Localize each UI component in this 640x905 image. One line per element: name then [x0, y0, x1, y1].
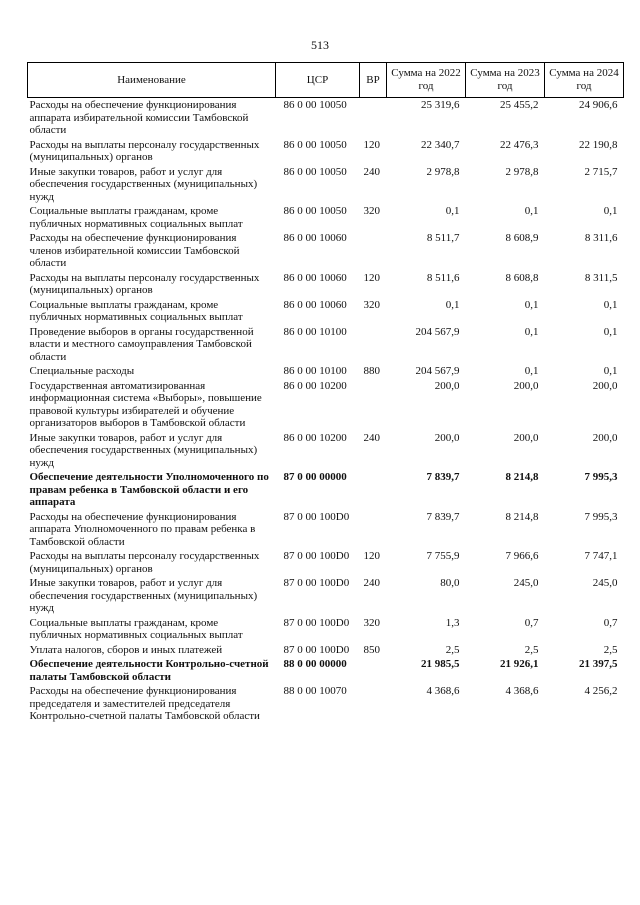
row-name: Иные закупки товаров, работ и услуг для обеспечения государственных (муниципальных) нужд: [29, 165, 258, 203]
table-body: [28, 98, 624, 724]
table-row: [28, 138, 624, 165]
row-amount-2024: 8 311,6: [584, 232, 618, 244]
page-number: 513: [311, 38, 329, 52]
row-amount-2022: 21 985,5: [421, 658, 460, 670]
table-row: [28, 325, 624, 365]
row-vr: 240: [363, 431, 380, 444]
row-amount-2023: 25 455,2: [500, 99, 539, 111]
row-vr: 850: [363, 643, 380, 656]
row-csr: 87 0 00 100D0: [283, 643, 350, 656]
row-amount-2023: 8 214,8: [505, 471, 539, 483]
row-amount-2024: 8 311,5: [584, 271, 618, 284]
row-amount-2022: 200,0: [434, 431, 460, 444]
row-amount-2024: 24 906,6: [579, 99, 618, 111]
row-csr: 86 0 00 10060: [283, 271, 347, 284]
table-row: [28, 165, 624, 205]
table-row: [28, 616, 624, 643]
row-vr: 120: [363, 138, 380, 151]
row-name: Специальные расходы: [29, 365, 135, 377]
row-amount-2024: 7 995,3: [584, 471, 618, 483]
budget-table: [27, 62, 624, 724]
row-name: Иные закупки товаров, работ и услуг для обеспечения государственных (муниципальных) нужд: [29, 431, 258, 469]
row-vr: 320: [363, 298, 380, 311]
table-header: [28, 63, 624, 98]
row-amount-2024: 0,1: [603, 365, 618, 377]
row-name: Расходы на обеспечение функционирования аппарата избирательной комиссии Тамбовской области: [29, 99, 249, 136]
row-name: Уплата налогов, сборов и иных платежей: [29, 643, 223, 656]
table-row: [28, 271, 624, 298]
row-amount-2023: 0,1: [524, 205, 539, 217]
row-csr: 86 0 00 10200: [283, 379, 347, 392]
row-vr: 320: [363, 616, 380, 629]
row-vr: [360, 684, 387, 724]
table-row: [28, 431, 624, 471]
row-amount-2023: 22 476,3: [500, 138, 539, 151]
row-vr: [360, 657, 387, 684]
row-amount-2024: 7 995,3: [584, 510, 618, 523]
row-amount-2024: 0,1: [603, 298, 618, 311]
row-amount-2023: 200,0: [513, 431, 539, 444]
row-vr: [360, 510, 387, 550]
row-csr: 87 0 00 100D0: [283, 550, 350, 562]
row-vr: [360, 98, 387, 138]
row-amount-2023: 200,0: [513, 379, 539, 392]
row-csr: 87 0 00 00000: [283, 471, 347, 483]
row-amount-2023: 0,1: [524, 325, 539, 338]
row-amount-2022: 2,5: [445, 643, 460, 656]
row-amount-2023: 2 978,8: [505, 165, 539, 178]
row-name: Социальные выплаты гражданам, кроме публичных нормативных социальных выплат: [29, 616, 243, 641]
row-name: Государственная автоматизированная информационная система «Выборы», повышение правовой культуры избирателей и обучение организаторов выборов в Тамбовской области: [29, 379, 262, 429]
row-amount-2023: 8 608,8: [505, 271, 539, 284]
row-csr: 88 0 00 10070: [283, 685, 347, 697]
row-amount-2023: 0,7: [524, 616, 539, 629]
row-amount-2022: 2 978,8: [426, 165, 460, 178]
row-csr: 86 0 00 10060: [283, 232, 347, 244]
row-amount-2022: 8 511,6: [426, 271, 460, 284]
table-row: [28, 298, 624, 325]
row-amount-2024: 7 747,1: [584, 550, 618, 562]
row-amount-2024: 4 256,2: [584, 685, 618, 697]
row-name: Иные закупки товаров, работ и услуг для обеспечения государственных (муниципальных) нужд: [29, 577, 258, 614]
table-row: [28, 204, 624, 231]
row-vr: [360, 470, 387, 510]
table-row: [28, 231, 624, 271]
row-amount-2024: 2 715,7: [584, 165, 618, 178]
header-2022: Сумма на 2022 год: [387, 63, 466, 98]
row-amount-2022: 8 511,7: [426, 232, 460, 244]
row-csr: 87 0 00 100D0: [283, 616, 350, 629]
row-amount-2022: 7 839,7: [426, 471, 460, 483]
header-2023: Сумма на 2023 год: [466, 63, 545, 98]
row-amount-2023: 21 926,1: [500, 658, 539, 670]
row-vr: 120: [363, 271, 380, 284]
row-csr: 86 0 00 10050: [283, 99, 347, 111]
table-row: [28, 364, 624, 379]
row-amount-2023: 245,0: [513, 577, 539, 589]
row-name: Расходы на выплаты персоналу государственных (муниципальных) органов: [29, 550, 260, 575]
row-amount-2024: 2,5: [603, 643, 618, 656]
row-vr: 880: [363, 365, 380, 377]
row-csr: 86 0 00 10050: [283, 138, 347, 151]
table-row: [28, 643, 624, 658]
row-amount-2022: 1,3: [445, 616, 460, 629]
row-amount-2022: 80,0: [440, 577, 460, 589]
row-csr: 86 0 00 10100: [283, 325, 347, 338]
table-row: [28, 684, 624, 724]
row-name: Обеспечение деятельности Контрольно-счетной палаты Тамбовской области: [29, 658, 269, 683]
row-name: Расходы на обеспечение функционирования председателя и заместителей председателя Контрольно-счетной палаты Тамбовской области: [29, 685, 260, 722]
row-vr: 240: [363, 165, 380, 178]
row-vr: [360, 231, 387, 271]
row-amount-2022: 204 567,9: [415, 325, 460, 338]
table-row: [28, 576, 624, 616]
row-amount-2022: 25 319,6: [421, 99, 460, 111]
row-vr: [360, 325, 387, 365]
row-csr: 86 0 00 10060: [283, 298, 347, 311]
header-2024: Сумма на 2024 год: [545, 63, 624, 98]
row-amount-2022: 204 567,9: [415, 365, 460, 377]
row-amount-2023: 0,1: [524, 365, 539, 377]
row-amount-2022: 7 839,7: [426, 510, 460, 523]
row-csr: 88 0 00 00000: [283, 658, 347, 670]
row-amount-2024: 22 190,8: [579, 138, 618, 151]
row-vr: 120: [363, 550, 380, 562]
row-name: Социальные выплаты гражданам, кроме публичных нормативных социальных выплат: [29, 205, 243, 230]
row-amount-2023: 4 368,6: [505, 685, 539, 697]
row-amount-2024: 0,7: [603, 616, 618, 629]
row-vr: 240: [363, 577, 380, 589]
row-amount-2022: 22 340,7: [421, 138, 460, 151]
row-amount-2024: 200,0: [592, 379, 618, 392]
row-name: Расходы на обеспечение функционирования членов избирательной комиссии Тамбовской области: [29, 232, 240, 269]
header-csr: ЦСР: [276, 63, 360, 98]
header-vr: ВР: [360, 63, 387, 98]
row-amount-2023: 2,5: [524, 643, 539, 656]
row-csr: 86 0 00 10050: [283, 205, 347, 217]
row-csr: 86 0 00 10100: [283, 365, 347, 377]
row-amount-2023: 7 966,6: [505, 550, 539, 562]
row-amount-2022: 0,1: [445, 205, 460, 217]
row-amount-2022: 0,1: [445, 298, 460, 311]
row-name: Расходы на выплаты персоналу государственных (муниципальных) органов: [29, 271, 260, 296]
row-amount-2022: 7 755,9: [426, 550, 460, 562]
row-amount-2023: 8 608,9: [505, 232, 539, 244]
row-amount-2023: 8 214,8: [505, 510, 539, 523]
row-amount-2024: 200,0: [592, 431, 618, 444]
row-csr: 87 0 00 100D0: [283, 510, 350, 523]
row-amount-2024: 0,1: [603, 205, 618, 217]
table-row: [28, 379, 624, 431]
row-amount-2022: 4 368,6: [426, 685, 460, 697]
table-row: [28, 98, 624, 138]
table-row: [28, 549, 624, 576]
row-name: Обеспечение деятельности Уполномоченного по правам ребенка в Тамбовской области и его аппарата: [29, 471, 269, 508]
row-csr: 86 0 00 10200: [283, 431, 347, 444]
header-name: Наименование: [28, 63, 276, 98]
row-csr: 86 0 00 10050: [283, 165, 347, 178]
row-name: Расходы на выплаты персоналу государственных (муниципальных) органов: [29, 138, 260, 163]
row-amount-2024: 21 397,5: [579, 658, 618, 670]
row-name: Социальные выплаты гражданам, кроме публичных нормативных социальных выплат: [29, 298, 243, 323]
row-csr: 87 0 00 100D0: [283, 577, 350, 589]
row-vr: [360, 379, 387, 431]
row-name: Проведение выборов в органы государственной власти и местного самоуправления Тамбовской области: [29, 325, 254, 363]
table-row: [28, 510, 624, 550]
table-row: [28, 470, 624, 510]
table-row: [28, 657, 624, 684]
row-vr: 320: [363, 205, 380, 217]
row-amount-2022: 200,0: [434, 379, 460, 392]
row-amount-2023: 0,1: [524, 298, 539, 311]
row-amount-2024: 0,1: [603, 325, 618, 338]
row-name: Расходы на обеспечение функционирования аппарата Уполномоченного по правам ребенка в Тамбовской области: [29, 510, 256, 548]
row-amount-2024: 245,0: [592, 577, 618, 589]
